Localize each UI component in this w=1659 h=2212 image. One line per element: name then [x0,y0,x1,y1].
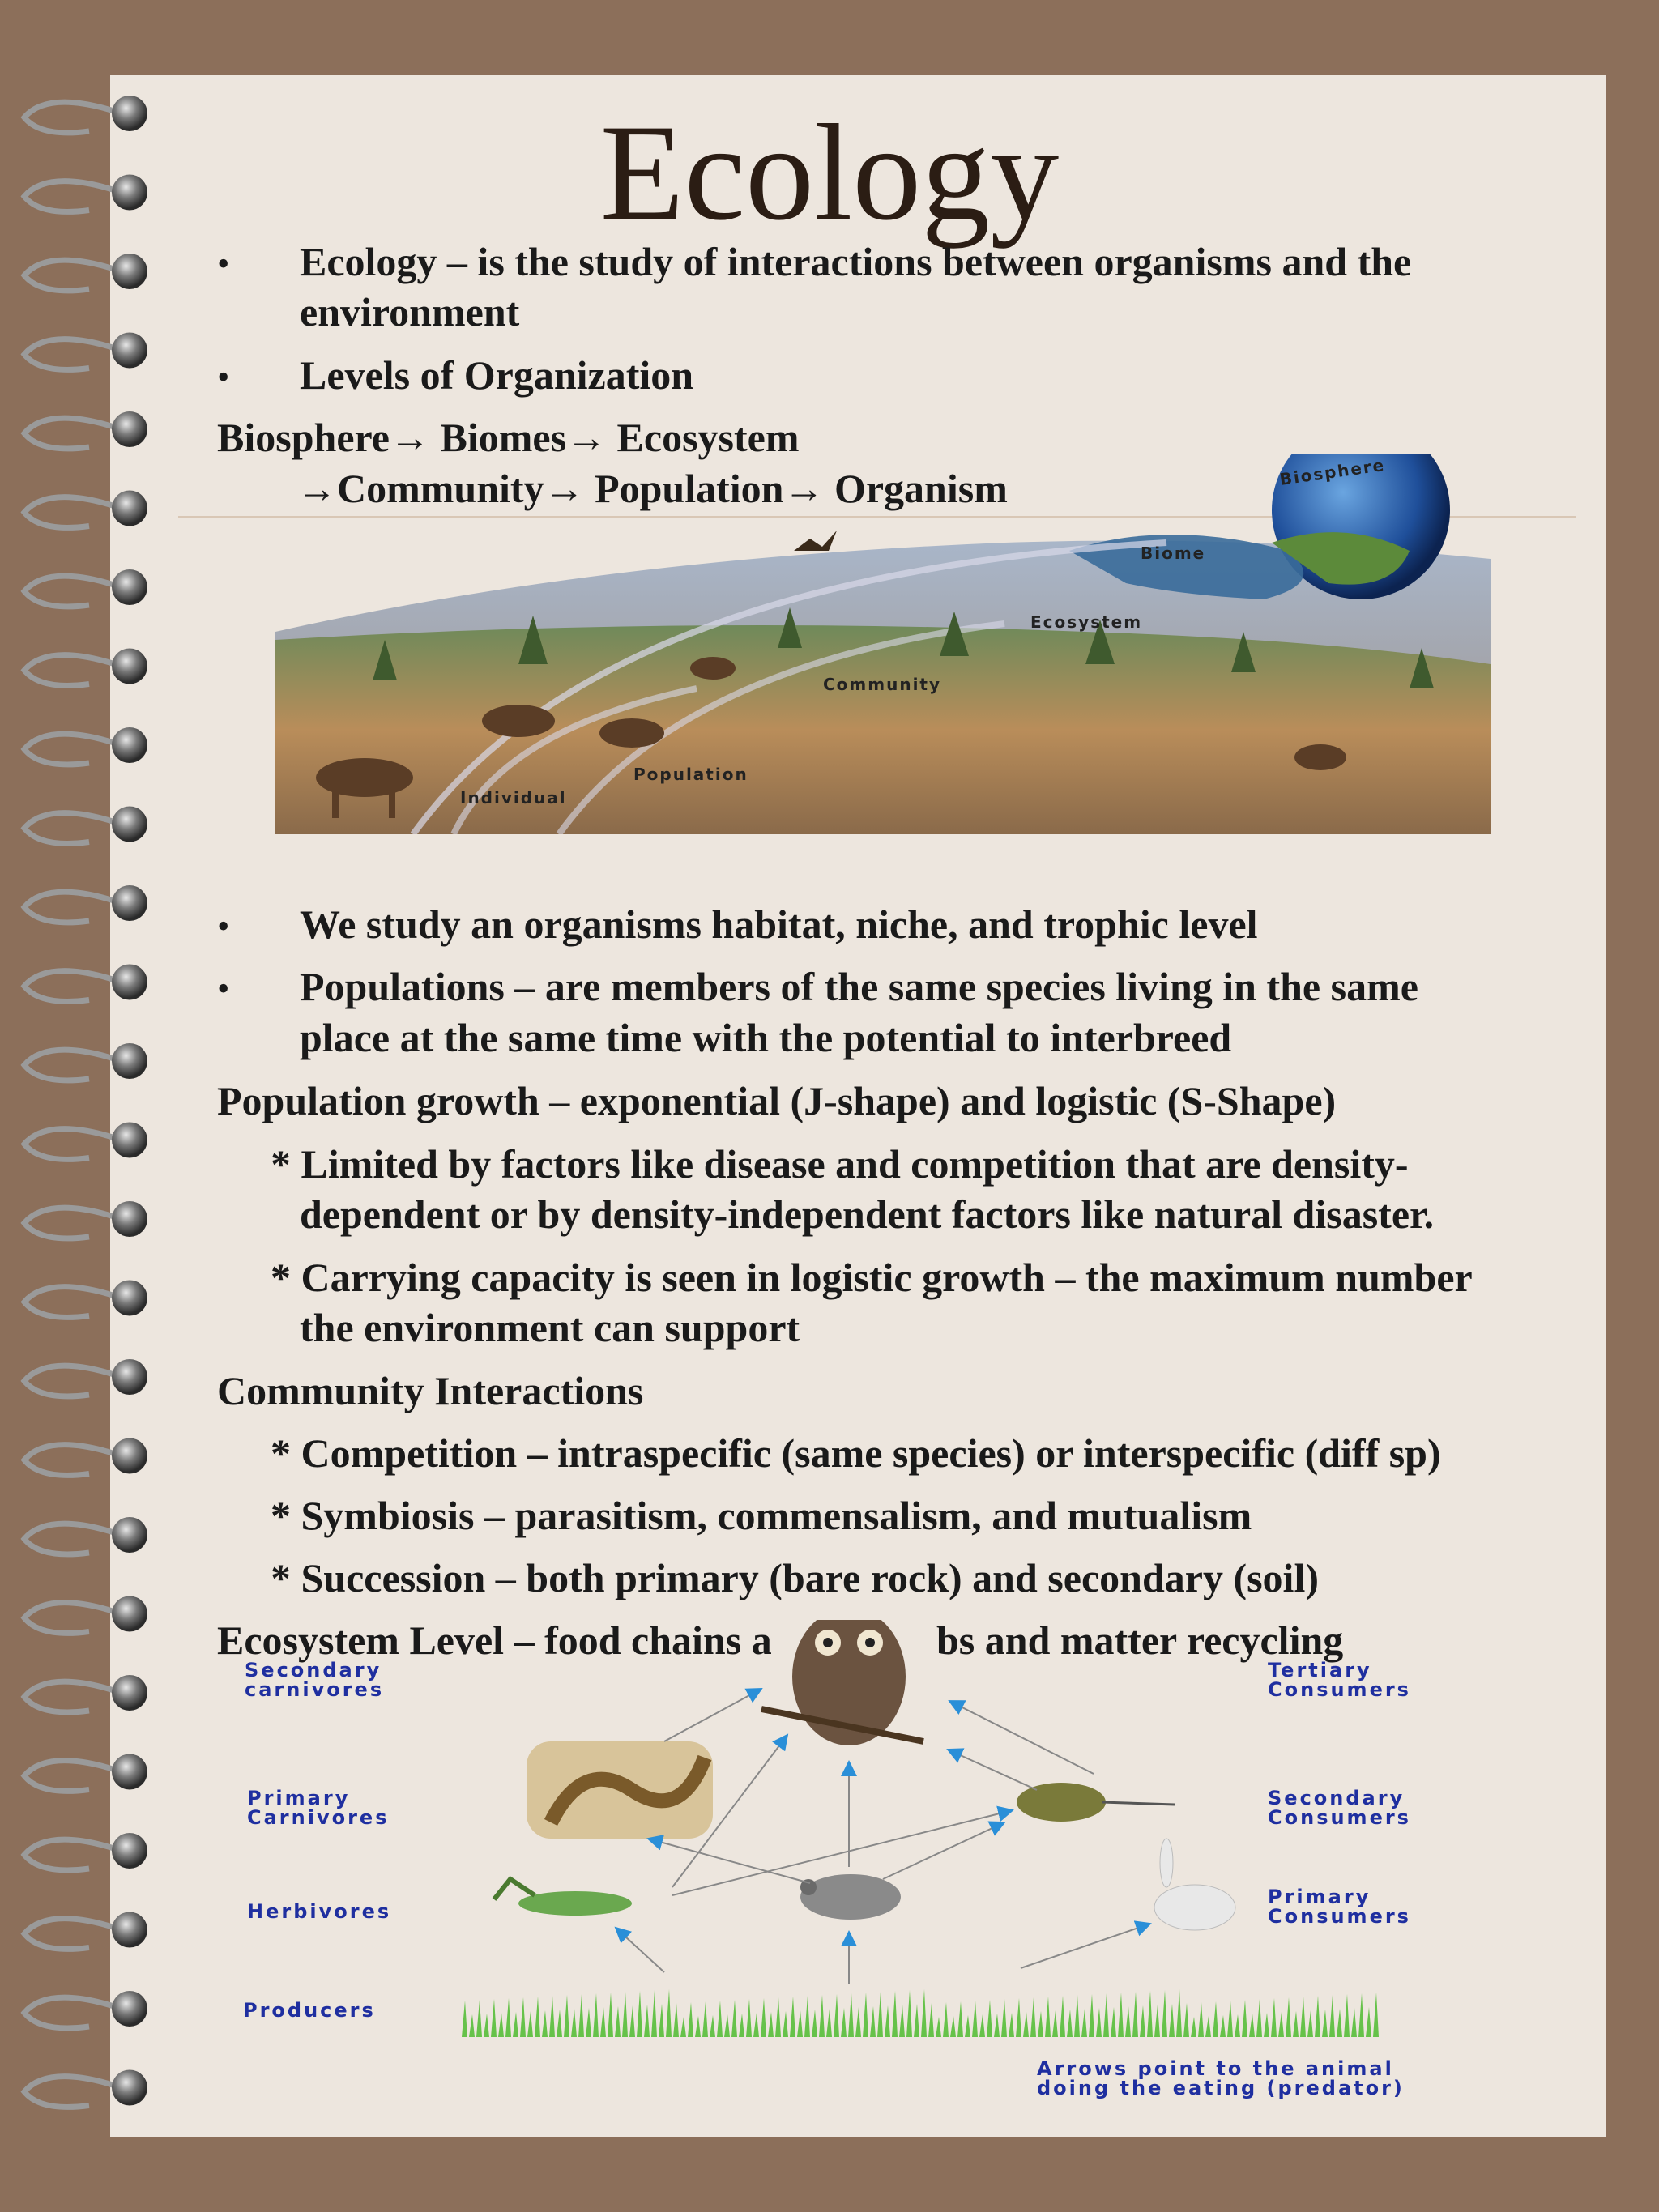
levels-line1: Biosphere→ Biomes→ Ecosystem [217,415,800,460]
grass-blade [593,1993,599,2037]
label-secondary-2: Consumers [1268,1806,1411,1829]
grass-blade [1242,2000,1247,2037]
grass-blade [484,2014,489,2037]
spiral-ring [24,1833,147,1870]
grass-blade [1176,1989,1182,2037]
grass-blade [1096,2008,1102,2037]
spiral-ring [24,1359,147,1396]
grass-blade [564,1995,569,2037]
grass-blade [797,2010,803,2037]
grass-blade [1358,1993,1364,2037]
carrying-line2: the environment can support [300,1305,800,1350]
spiral-ring [24,569,147,607]
label-secondary-1: Secondary [1268,1787,1405,1809]
grass-blade [812,2010,817,2037]
grass-blade [1249,2014,1255,2037]
spiral-ring [24,727,147,765]
spiral-ring [24,649,147,686]
spiral-ring [24,1754,147,1792]
grass-blade [826,2009,832,2037]
spiral-ring [24,2070,147,2108]
grass-blade [783,2011,788,2037]
grass-blade [1213,2001,1218,2037]
grass-blade [557,2010,562,2037]
grass-blade [542,2010,548,2037]
grass-blade [680,2017,686,2037]
spiral-ring [24,1675,147,1712]
spiral-ring [24,1517,147,1554]
grass-blade [994,2014,1000,2037]
grass-blade [1140,2005,1145,2037]
bullet-dot: • [217,969,230,1008]
grass-blade [1052,2010,1058,2037]
label-tertiary-1: Tertiary [1268,1659,1372,1681]
bird [794,531,837,551]
grass-blade [695,2016,701,2037]
grass-blade [1030,1997,1036,2037]
grass-blade [1016,1998,1021,2037]
grass-blade [1045,1997,1051,2037]
grass-blade [513,2012,518,2037]
grass-blade [549,1996,555,2037]
grass-blade [1293,2011,1299,2037]
grass-blade [1089,1994,1094,2037]
grass-blade [1001,1999,1007,2037]
grass-blade [586,2008,591,2037]
label-biome: Biome [1141,543,1206,563]
grass-blade [1038,2011,1043,2037]
grass-blade [972,2001,978,2037]
grass-blade [1162,1990,1167,2037]
levels-heading: Levels of Organization [300,352,694,398]
grass-blade [914,2004,919,2037]
spiral-ring [24,807,147,844]
spiral-ring [24,1596,147,1634]
grass-blade [578,1994,584,2037]
grass-blade [535,1997,540,2037]
succession-text: * Succession – both primary (bare rock) and secondary (soil) [271,1555,1319,1600]
label-secondary-carnivores-2: carnivores [245,1678,385,1701]
grass-blade [1337,2009,1342,2037]
grass-blade [1366,2007,1371,2037]
grass-blade [1264,2013,1269,2037]
grass-blade [1060,1996,1065,2037]
grass-blade [688,2002,693,2037]
limited-line1: * Limited by factors like disease and competition that are density- [271,1141,1409,1187]
grass-blade [1198,2002,1204,2037]
grass-blade [629,2005,635,2037]
grass-blade [659,2004,664,2037]
grass-blade [936,2017,941,2037]
grass-blade [834,1994,839,2037]
populations-line1: Populations – are members of the same species living in the same [300,964,1418,1009]
spiral-ring [24,1123,147,1160]
owl-icon [761,1620,923,1745]
grasshopper-icon [494,1879,632,1916]
land-area [275,625,1491,834]
grass-blade [637,1991,642,2037]
grass-blade [571,2009,577,2037]
grass-blade [1023,2012,1029,2037]
bullet-dot: • [217,357,230,397]
grass-blade [885,2005,890,2037]
grass-blade [1278,2012,1284,2037]
grass-blade [608,1993,613,2037]
grass-producers [462,1989,1379,2037]
snake-icon [527,1741,713,1839]
spiral-ring [24,1201,147,1238]
label-ecosystem: Ecosystem [1030,612,1143,632]
label-individual: Individual [460,788,567,808]
grass-blade [476,2000,482,2037]
label-primary-1: Primary [1268,1886,1371,1908]
rabbit-icon [1154,1839,1235,1930]
grass-blade [1111,2007,1116,2037]
community-heading: Community Interactions [217,1368,644,1413]
grass-blade [1132,1992,1138,2037]
grass-blade [710,2015,715,2037]
grass-blade [870,2006,876,2037]
grass-blade [520,1997,526,2037]
grass-blade [469,2014,475,2037]
grass-blade [1147,1991,1153,2037]
grass-blade [1271,1998,1277,2037]
spiral-binding [0,0,162,2212]
grass-blade [505,1998,511,2037]
grass-blade [1169,2004,1175,2037]
grass-blade [1351,2008,1357,2037]
grass-blade [651,1990,657,2037]
spiral-ring [24,254,147,291]
symbiosis-text: * Symbiosis – parasitism, commensalism, and mutualism [271,1493,1252,1538]
grass-blade [644,2005,650,2037]
grass-blade [1227,2001,1233,2037]
grass-blade [819,1995,825,2037]
spiral-ring [24,1281,147,1318]
grass-blade [1081,2009,1087,2037]
mouse-icon [800,1874,901,1920]
grass-blade [1344,1994,1350,2037]
bullet-dot: • [217,244,230,283]
spiral-ring [24,1438,147,1476]
spiral-ring [24,333,147,370]
spiral-ring [24,491,147,528]
grass-blade [848,1993,854,2037]
grass-blade [957,2001,963,2037]
grass-blade [841,2008,847,2037]
grass-blade [775,1997,781,2037]
grass-blade [666,1989,672,2037]
grass-blade [600,2007,606,2037]
grass-blade [761,1998,766,2037]
grass-blade [622,1992,628,2037]
grass-blade [1205,2016,1211,2037]
label-tertiary-2: Consumers [1268,1678,1411,1701]
ecology-definition-line1: Ecology – is the study of interactions between organisms and the [300,239,1412,284]
grass-blade [1009,2013,1014,2037]
grass-blade [673,2003,679,2037]
grass-blade [768,2012,774,2037]
grass-blade [724,2014,730,2037]
grass-blade [943,2002,949,2037]
grass-blade [753,2013,759,2037]
grass-blade [1103,1993,1109,2037]
ecosystem-level-text-b: bs and matter recycling [936,1617,1344,1663]
carrying-line1: * Carrying capacity is seen in logistic growth – the maximum number [271,1255,1473,1300]
grass-blade [1286,1997,1291,2037]
food-web-figure [227,1620,1507,2106]
spiral-ring [24,1912,147,1950]
grass-blade [790,1997,795,2037]
spiral-ring [24,1043,147,1080]
grass-blade [892,1991,898,2037]
grass-blade [1235,2014,1240,2037]
grass-blade [979,2014,985,2037]
label-population: Population [633,765,748,784]
spiral-ring [24,411,147,449]
levels-line2: →Community→ Population→ Organism [296,466,1008,511]
grass-blade [1154,2005,1160,2037]
label-biosphere: Biosphere [1278,454,1387,489]
grass-blade [1300,1997,1306,2037]
grass-blade [1118,1993,1124,2037]
grass-blade [498,2013,504,2037]
spiral-ring [24,885,147,923]
grass-blade [899,2005,905,2037]
grass-blade [1329,1995,1335,2037]
grass-blade [1322,2010,1328,2037]
label-secondary-carnivores-1: Secondary [245,1659,382,1681]
grass-blade [739,2014,744,2037]
label-primary-carnivores-2: Carnivores [247,1806,390,1829]
grass-blade [1220,2015,1226,2037]
grass-blade [746,1999,752,2037]
grass-blade [877,1992,883,2037]
grass-blade [987,2000,992,2037]
grass-blade [906,1990,912,2037]
limited-line2: dependent or by density-independent factors like natural disaster. [300,1191,1435,1237]
spiral-ring [24,1991,147,2028]
grass-blade [1373,1993,1379,2037]
grass-blade [921,1989,927,2037]
grass-blade [702,2001,708,2037]
grass-blade [1067,2010,1073,2037]
label-primary-2: Consumers [1268,1905,1411,1928]
populations-line2: place at the same time with the potential to interbreed [300,1015,1232,1060]
bullet-dot: • [217,906,230,946]
grass-blade [804,1996,810,2037]
grass-blade [717,2001,723,2037]
levels-of-organization-figure [275,454,1491,834]
ecology-definition-line2: environment [300,289,520,335]
grass-blade [855,2007,861,2037]
grass-blade [1256,1999,1262,2037]
ecosystem-level-text-a: Ecosystem Level – food chains a [217,1617,772,1663]
grass-blade [615,2006,621,2037]
grass-blade [1125,2006,1131,2037]
grass-blade [965,2015,970,2037]
grass-blade [1191,2017,1196,2037]
label-primary-carnivores-1: Primary [247,1787,351,1809]
grass-blade [1183,2003,1189,2037]
label-herbivores: Herbivores [247,1900,392,1923]
label-producers: Producers [243,1999,376,2022]
spiral-ring [24,965,147,1002]
grass-blade [491,1999,497,2037]
habitat-niche-text: We study an organisms habitat, niche, and trophic level [300,901,1258,947]
grass-blade [462,2001,467,2037]
arrow-note-line2: doing the eating (predator) [1037,2077,1405,2099]
grass-blade [863,1993,868,2037]
population-growth: Population growth – exponential (J-shape) and logistic (S-Shape) [217,1078,1337,1123]
page-title: Ecology [599,96,1060,249]
grass-blade [928,2003,934,2037]
grass-blade [731,2000,737,2037]
shrew-icon [1017,1783,1175,1822]
grass-blade [527,2011,533,2037]
grass-blade [950,2016,956,2037]
competition-text: * Competition – intraspecific (same species) or interspecific (diff sp) [271,1430,1441,1476]
grass-blade [1074,1995,1080,2037]
grass-blade [1307,2010,1313,2037]
label-community: Community [823,675,942,694]
grass-blade [1315,1996,1320,2037]
arrow-note-line1: Arrows point to the animal [1037,2057,1394,2080]
